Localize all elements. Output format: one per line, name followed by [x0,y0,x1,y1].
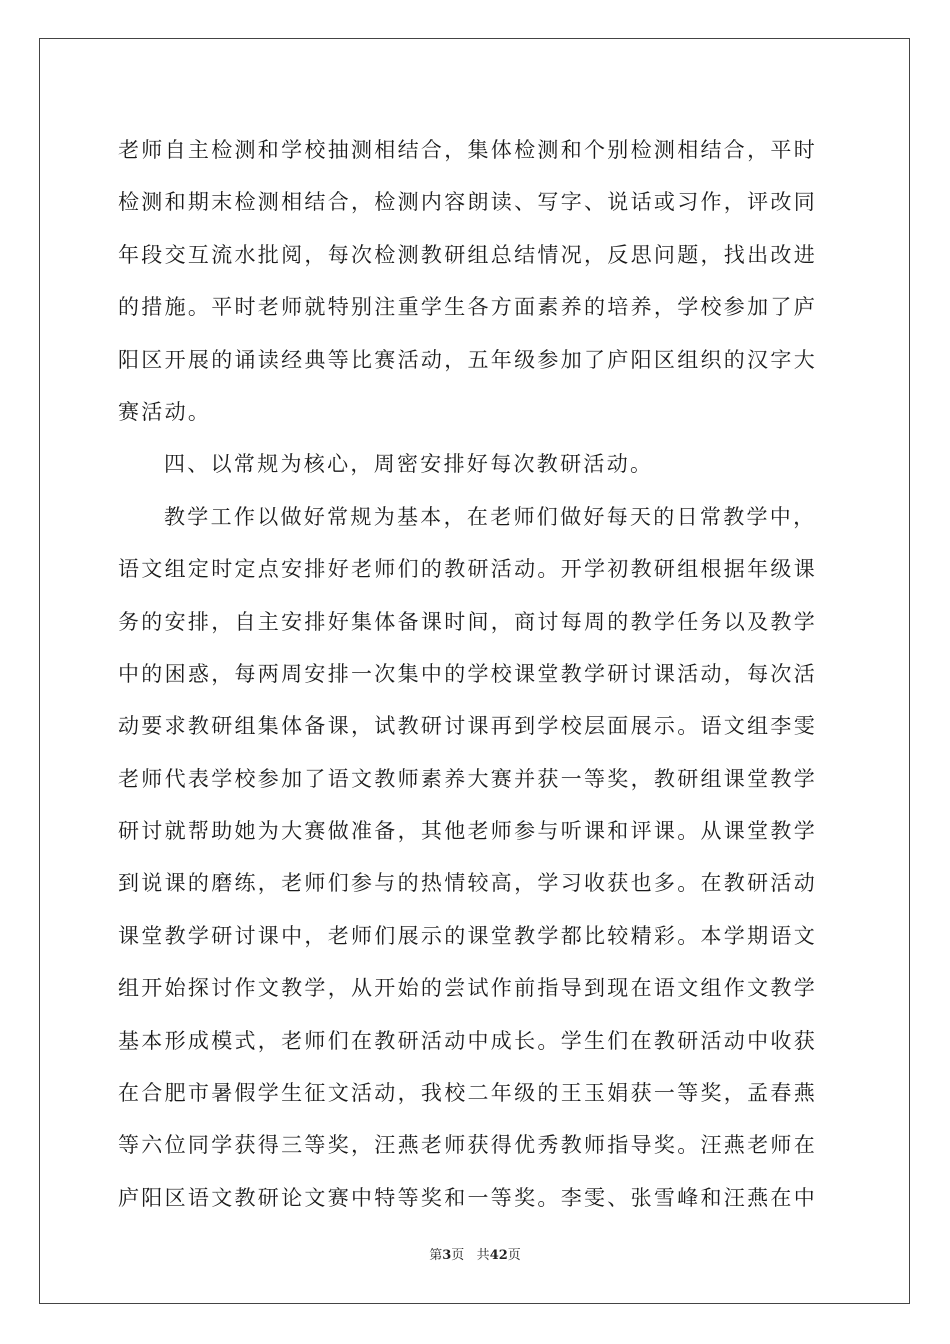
total-pages: 42 [489,1248,508,1263]
text-line: 阳区开展的诵读经典等比赛活动，五年级参加了庐阳区组织的汉字大 [118,347,817,372]
text-line: 基本形成模式，老师们在教研活动中成长。学生们在教研活动中收获 [118,1028,817,1053]
document-body [118,124,836,1224]
text-line: 检测和期末检测相结合，检测内容朗读、写字、说话或习作，评改同 [118,190,817,215]
total-suffix: 页 [507,1248,521,1263]
text-line: 中的困惑，每两周安排一次集中的学校课堂教学研讨课活动，每次活 [118,661,817,686]
text-line: 老师代表学校参加了语文教师素养大赛并获一等奖，教研组课堂教学 [118,766,817,791]
page-prefix: 第 [429,1248,443,1263]
page-suffix: 页 [451,1248,465,1263]
page-number: 3 [442,1248,452,1263]
text-line: 庐阳区语文教研论文赛中特等奖和一等奖。李雯、张雪峰和汪燕在中 [118,1185,817,1210]
text-line: 等六位同学获得三等奖，汪燕老师获得优秀教师指导奖。汪燕老师在 [118,1133,817,1158]
total-prefix: 共 [476,1248,490,1263]
text-line: 课堂教学研讨课中，老师们展示的课堂教学都比较精彩。本学期语文 [118,923,817,948]
page-footer [0,1244,950,1263]
text-line: 动要求教研组集体备课，试教研讨课再到学校层面展示。语文组李雯 [118,714,817,739]
text-line: 组开始探讨作文教学，从开始的尝试作前指导到现在语文组作文教学 [118,976,817,1001]
text-line: 研讨就帮助她为大赛做准备，其他老师参与听课和评课。从课堂教学 [118,819,817,844]
text-line: 在合肥市暑假学生征文活动，我校二年级的王玉娟获一等奖，孟春燕 [118,1081,817,1106]
text-line: 到说课的磨练，老师们参与的热情较高，学习收获也多。在教研活动 [118,871,817,896]
text-line: 务的安排，自主安排好集体备课时间，商讨每周的教学任务以及教学 [118,609,817,634]
text-line: 语文组定时定点安排好老师们的教研活动。开学初教研组根据年级课 [118,557,817,582]
text-line: 的措施。平时老师就特别注重学生各方面素养的培养，学校参加了庐 [118,295,817,320]
text-line: 老师自主检测和学校抽测相结合，集体检测和个别检测相结合，平时 [118,138,817,162]
text-line: 四、以常规为核心，周密安排好每次教研活动。 [164,452,654,477]
text-line: 赛活动。 [118,399,212,424]
text-line: 年段交互流水批阅，每次检测教研组总结情况，反思问题，找出改进 [118,242,817,267]
text-line: 教学工作以做好常规为基本，在老师们做好每天的日常教学中， [164,504,817,529]
